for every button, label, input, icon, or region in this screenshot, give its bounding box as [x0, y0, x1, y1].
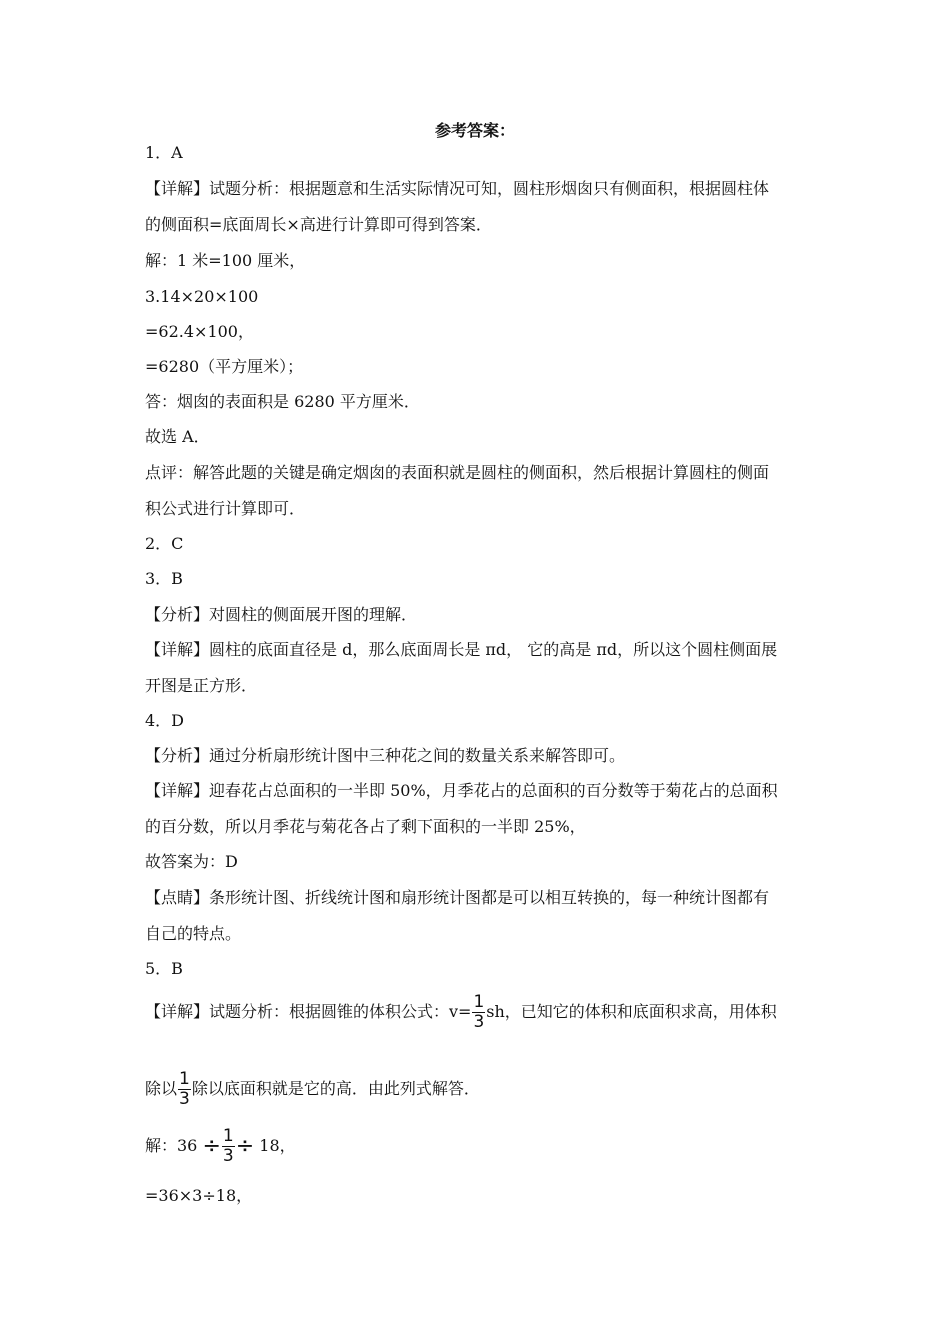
text: 除以: [145, 1079, 178, 1098]
comment-line: 积公式进行计算即可．: [145, 499, 306, 518]
fraction-denominator: 3: [473, 1012, 485, 1032]
remark-line: 自己的特点。: [145, 924, 242, 943]
comment-line: 点评：解答此题的关键是确定烟囱的表面积就是圆柱的侧面积，然后根据计算圆柱的侧面: [145, 463, 770, 482]
text: 解：36: [145, 1136, 198, 1155]
fraction-one-third: [472, 994, 485, 1031]
solution-line: 3.14×20×100: [145, 287, 259, 306]
answer-line: 故答案为：D: [145, 852, 238, 871]
choice-line: 故选 A．: [145, 427, 210, 446]
page-title: 参考答案：: [434, 121, 515, 140]
detail-line-formula: [145, 994, 777, 1031]
text: 除以底面积就是它的高．由此列式解答．: [191, 1079, 480, 1098]
fraction-one-third: [222, 1128, 235, 1165]
text: sh，已知它的体积和底面积求高，用体积: [486, 1002, 777, 1021]
remark-line: 【点睛】条形统计图、折线统计图和扇形统计图都是可以相互转换的，每一种统计图都有: [145, 888, 770, 907]
answer-statement: 答：烟囱的表面积是 6280 平方厘米．: [145, 392, 420, 411]
fraction-numerator: 1: [179, 1069, 190, 1089]
text: 【详解】试题分析：根据圆锥的体积公式：v=: [145, 1002, 472, 1021]
detail-line: 【详解】迎春花占总面积的一半即 50%，月季花占的总面积的百分数等于菊花占的总面积: [145, 781, 778, 800]
fraction-denominator: 3: [222, 1146, 234, 1166]
fraction-numerator: 1: [222, 1126, 234, 1146]
solution-line: 解：1 米=100 厘米，: [145, 251, 306, 270]
detail-line: 的百分数，所以月季花与菊花各占了剩下面积的一半即 25%，: [145, 817, 586, 836]
answer-3: 3．B: [145, 569, 183, 588]
detail-line: 开图是正方形．: [145, 676, 258, 695]
fraction-numerator: 1: [473, 992, 485, 1012]
solution-formula: [145, 1128, 296, 1165]
analysis-line: 【分析】通过分析扇形统计图中三种花之间的数量关系来解答即可。: [145, 746, 626, 765]
answer-4: 4．D: [145, 711, 185, 730]
answer-1: 1．A: [145, 143, 183, 162]
divide-sign: ÷: [202, 1133, 221, 1159]
solution-line: =6280（平方厘米）；: [145, 357, 304, 376]
answer-2: 2．C: [145, 534, 184, 553]
fraction-denominator: 3: [179, 1089, 190, 1109]
solution-line: =36×3÷18，: [145, 1186, 253, 1205]
divide-sign: ÷: [235, 1133, 255, 1159]
analysis-line: 【分析】对圆柱的侧面展开图的理解．: [145, 605, 418, 624]
fraction-one-third: [178, 1071, 191, 1108]
detail-line: 【详解】试题分析：根据题意和生活实际情况可知，圆柱形烟囱只有侧面积，根据圆柱体: [145, 179, 770, 198]
text: 18，: [259, 1136, 296, 1155]
answer-5: 5．B: [145, 959, 183, 978]
solution-line: =62.4×100，: [145, 322, 254, 341]
detail-line: 【详解】圆柱的底面直径是 d，那么底面周长是 πd， 它的高是 πd，所以这个圆柱侧面展: [145, 640, 778, 659]
detail-line: 的侧面积=底面周长×高进行计算即可得到答案．: [145, 215, 492, 234]
detail-line-formula: [145, 1071, 480, 1108]
